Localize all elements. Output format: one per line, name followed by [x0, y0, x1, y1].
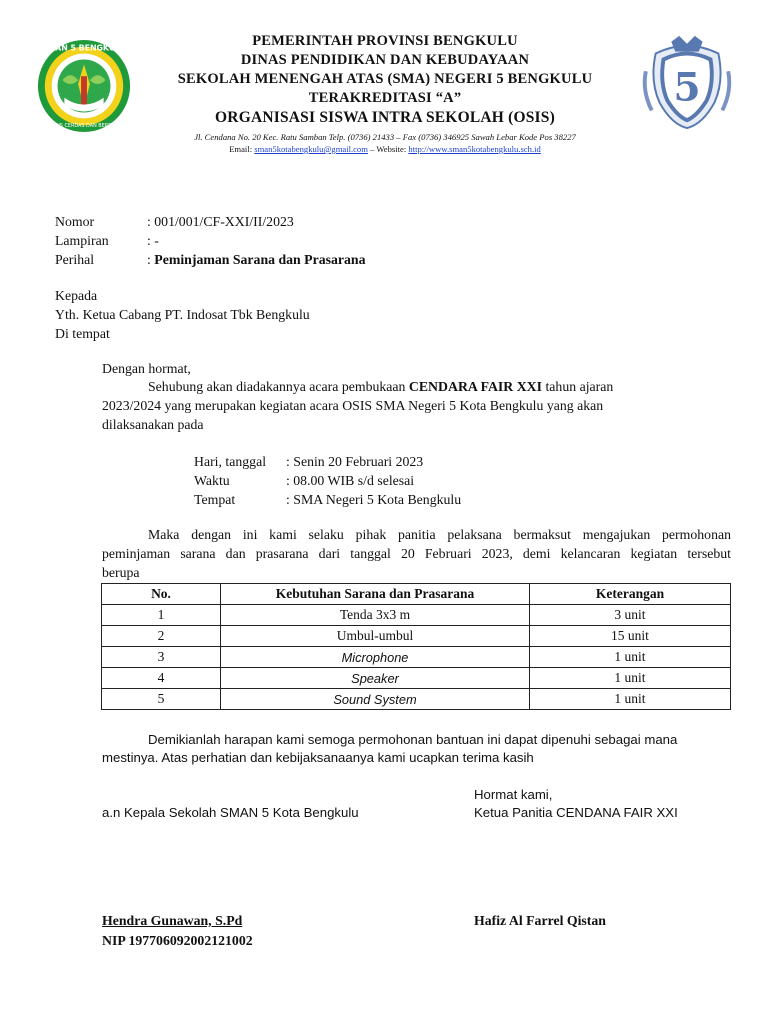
- paragraph-1-line-3: dilaksanakan pada: [102, 417, 204, 432]
- table-row: [102, 668, 731, 689]
- schedule-value: : 08.00 WIB s/d selesai: [286, 473, 415, 488]
- equipment-table: [101, 583, 731, 710]
- greeting: Dengan hormat,: [102, 361, 191, 376]
- email-label: Email:: [229, 144, 253, 154]
- cell-no: 4: [102, 668, 221, 689]
- right-signer-name: Hafiz Al Farrel Qistan: [474, 913, 606, 928]
- col-header-no: No.: [102, 584, 221, 605]
- school-logo-left: [35, 37, 133, 140]
- recipient-block: [55, 286, 310, 343]
- table-row: [102, 605, 731, 626]
- table-row: [102, 626, 731, 647]
- cell-item: Sound System: [221, 689, 530, 710]
- cell-no: 3: [102, 647, 221, 668]
- letter-meta: [55, 212, 365, 269]
- cell-no: 2: [102, 626, 221, 647]
- table-row: [102, 689, 731, 710]
- cell-note: 1 unit: [530, 689, 731, 710]
- kop-line-2: DINAS PENDIDIKAN DAN KEBUDAYAAN: [240, 52, 530, 68]
- meta-label: Nomor: [55, 214, 95, 229]
- closing-salutation: Hormat kami,: [474, 787, 553, 802]
- recipient-place: Di tempat: [55, 326, 110, 341]
- schedule-label: Tempat: [194, 492, 236, 507]
- left-signer-name: Hendra Gunawan, S.Pd: [102, 913, 243, 928]
- table-row: [102, 647, 731, 668]
- col-header-note: Keterangan: [530, 584, 731, 605]
- schedule-table: [194, 452, 461, 509]
- website-link[interactable]: http://www.sman5kotabengkulu.sch.id: [408, 144, 541, 154]
- kop-line-3: SEKOLAH MENENGAH ATAS (SMA) NEGERI 5 BENGKULU: [177, 71, 593, 87]
- paragraph-3-line-1: Demikianlah harapan kami semoga permohonan bantuan ini dapat dipenuhi sebagai mana: [148, 732, 678, 747]
- cell-note: 1 unit: [530, 647, 731, 668]
- meta-label: Lampiran: [55, 233, 109, 248]
- recipient-name: Yth. Ketua Cabang PT. Indosat Tbk Bengkulu: [55, 307, 310, 322]
- col-header-item: Kebutuhan Sarana dan Prasarana: [221, 584, 530, 605]
- meta-label: Perihal: [55, 252, 95, 267]
- cell-note: 1 unit: [530, 668, 731, 689]
- email-link[interactable]: sman5kotabengkulu@gmail.com: [254, 144, 368, 154]
- cell-no: 5: [102, 689, 221, 710]
- left-signer-nip: NIP 197706092002121002: [102, 933, 253, 948]
- kop-line-4: TERAKREDITASI “A”: [308, 90, 462, 106]
- letterhead: [150, 32, 620, 128]
- subject-text: Peminjaman Sarana dan Prasarana: [154, 252, 366, 267]
- schedule-label: Waktu: [194, 473, 230, 488]
- paragraph-3-line-2: mestinya. Atas perhatian dan kebijaksanaanya kami ucapkan terima kasih: [102, 750, 534, 765]
- event-name: CENDARA FAIR XXI: [408, 379, 543, 394]
- paragraph-2-line-1: Maka dengan ini kami selaku pihak panitia pelaksana bermaksut mengajukan permohonan: [148, 527, 731, 542]
- cell-item: Speaker: [221, 668, 530, 689]
- schedule-label: Hari, tanggal: [194, 454, 267, 469]
- meta-value: [147, 250, 365, 269]
- schedule-value: : Senin 20 Februari 2023: [286, 454, 424, 469]
- cell-item: Umbul-umbul: [221, 626, 530, 647]
- cell-no: 1: [102, 605, 221, 626]
- cell-note: 15 unit: [530, 626, 731, 647]
- address-line: Jl. Cendana No. 20 Kec. Ratu Samban Telp. (0736) 21433 – Fax (0736) 346925 Sawah Lebar Kode Pos 38227: [194, 132, 576, 142]
- cell-note: 3 unit: [530, 605, 731, 626]
- table-header-row: [102, 584, 731, 605]
- contact-line: [60, 143, 710, 155]
- paragraph-2-line-2: peminjaman sarana dan prasarana dari tanggal 20 Februari 2023, demi kelancaran kegiatan tersebut: [102, 546, 731, 561]
- schedule-value: : SMA Negeri 5 Kota Bengkulu: [286, 492, 462, 507]
- meta-prefix: :: [147, 252, 155, 267]
- osis-logo-right: [638, 32, 736, 135]
- kop-line-5: ORGANISASI SISWA INTRA SEKOLAH (OSIS): [215, 109, 555, 126]
- logo-text-bottom: RELIGIUS CERDAS DAN BERBUDAYA: [40, 123, 128, 130]
- logo-numeral: 5: [673, 64, 701, 111]
- p1-text-a: Sehubung akan diadakannya acara pembukaan: [148, 379, 409, 394]
- recipient-kepada: Kepada: [55, 288, 98, 303]
- paragraph-1-line-2: 2023/2024 yang merupakan kegiatan acara OSIS SMA Negeri 5 Kota Bengkulu yang akan: [102, 398, 604, 413]
- left-signer-title: a.n Kepala Sekolah SMAN 5 Kota Bengkulu: [102, 805, 359, 820]
- meta-value: : 001/001/CF-XXI/II/2023: [147, 214, 294, 229]
- paragraph-1-line-1: [148, 378, 613, 396]
- right-signer-title: Ketua Panitia CENDANA FAIR XXI: [474, 805, 678, 820]
- website-label: – Website:: [370, 144, 407, 154]
- cell-item: Tenda 3x3 m: [221, 605, 530, 626]
- cell-item: Microphone: [221, 647, 530, 668]
- meta-value: : -: [147, 233, 159, 248]
- kop-line-1: PEMERINTAH PROVINSI BENGKULU: [252, 33, 518, 49]
- paragraph-2-line-3: berupa: [102, 565, 140, 580]
- logo-text-top: SMAN 5 BENGKULU: [41, 43, 127, 53]
- p1-text-b: tahun ajaran: [542, 379, 614, 394]
